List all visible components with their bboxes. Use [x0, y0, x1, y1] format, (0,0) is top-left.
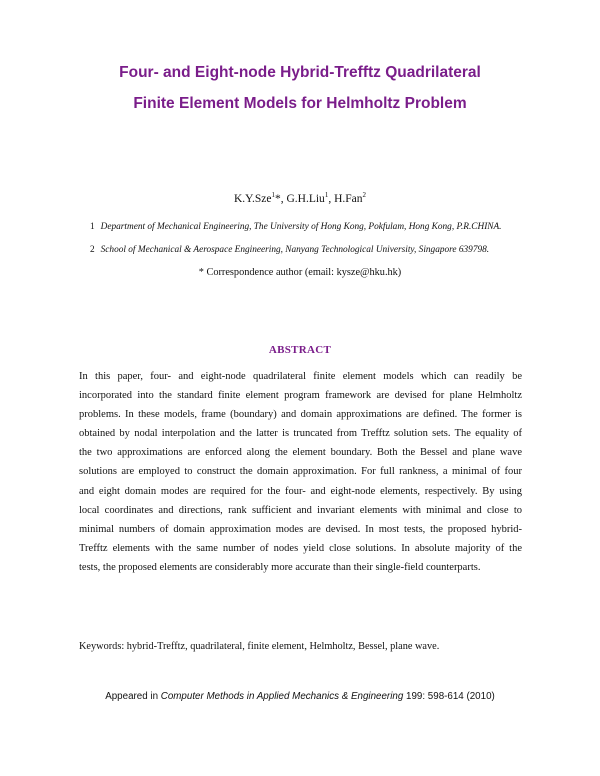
author-separator: ,: [328, 193, 335, 205]
author-name: H.Fan: [334, 193, 363, 205]
abstract-line: solutions are employed to construct the domain approximation. For full rankness, a minimal of four: [79, 466, 522, 478]
abstract-line: incorporated into the standard finite element program framework are devised for plane Helmholtz: [79, 390, 522, 402]
abstract-line: tests, the proposed elements are considerably more accurate than their single-field counterparts.: [79, 561, 481, 573]
author-affiliation-mark: 1: [271, 191, 275, 199]
abstract-line: local coordinates and directions, rank sufficient and invariant elements with minimal and close to: [79, 504, 522, 516]
affiliation-2: [90, 245, 560, 255]
abstract-heading: ABSTRACT: [268, 344, 332, 356]
author-affiliation-mark: 1: [324, 191, 329, 199]
affiliation-text: School of Mechanical & Aerospace Engineering, Nanyang Technological University, Singapore 639798.: [100, 245, 490, 255]
affiliation-number: 2: [90, 245, 95, 255]
corresponding-mark: *,: [274, 193, 287, 205]
author-name: G.H.Liu: [286, 193, 325, 205]
publication-prefix: Appeared in: [105, 691, 161, 702]
paper-title-line-1: Four- and Eight-node Hybrid-Trefftz Quadrilateral: [119, 64, 481, 81]
keywords: Keywords: hybrid-Trefftz, quadrilateral, finite element, Helmholtz, Bessel, plane wave.: [79, 641, 440, 652]
correspondence-note: * Correspondence author (email: kysze@hku.hk): [198, 267, 402, 278]
affiliation-1: [90, 222, 560, 232]
author-list: [0, 191, 600, 205]
author-affiliation-mark: 2: [362, 191, 366, 199]
affiliation-number: 1: [90, 222, 95, 232]
publication-note: [0, 691, 600, 702]
affiliation-text: Department of Mechanical Engineering, The University of Hong Kong, Pokfulam, Hong Kong, P.R.CHINA.: [100, 222, 502, 232]
abstract-line: problems. In these models, frame (boundary) and domain approximations are defined. The former is: [79, 409, 522, 421]
journal-name: Computer Methods in Applied Mechanics & Engineering: [160, 691, 404, 702]
abstract-line: minimal numbers of domain approximation modes are devised. In most tests, the proposed hybrid-: [79, 523, 522, 535]
abstract-line: Trefftz elements with the same number of nodes yield close solutions. In absolute majority of the: [79, 542, 522, 554]
paper-title-line-2: Finite Element Models for Helmholtz Problem: [133, 95, 467, 112]
abstract-line: obtained by nodal interpolation and the latter is truncated from Trefftz solution sets. The equality of: [79, 428, 522, 440]
abstract-body: [79, 367, 522, 577]
abstract-line: the two approximations are enforced along the element boundary. Both the Bessel and plane wave: [79, 447, 522, 459]
abstract-line: In this paper, four- and eight-node quadrilateral finite element models which can readily be: [79, 371, 522, 382]
author-name: K.Y.Sze: [233, 193, 272, 205]
abstract-line: and eight domain modes are required for the four- and eight-node elements, respectively. By using: [79, 485, 522, 497]
publication-details: 199: 598-614 (2010): [403, 691, 495, 702]
